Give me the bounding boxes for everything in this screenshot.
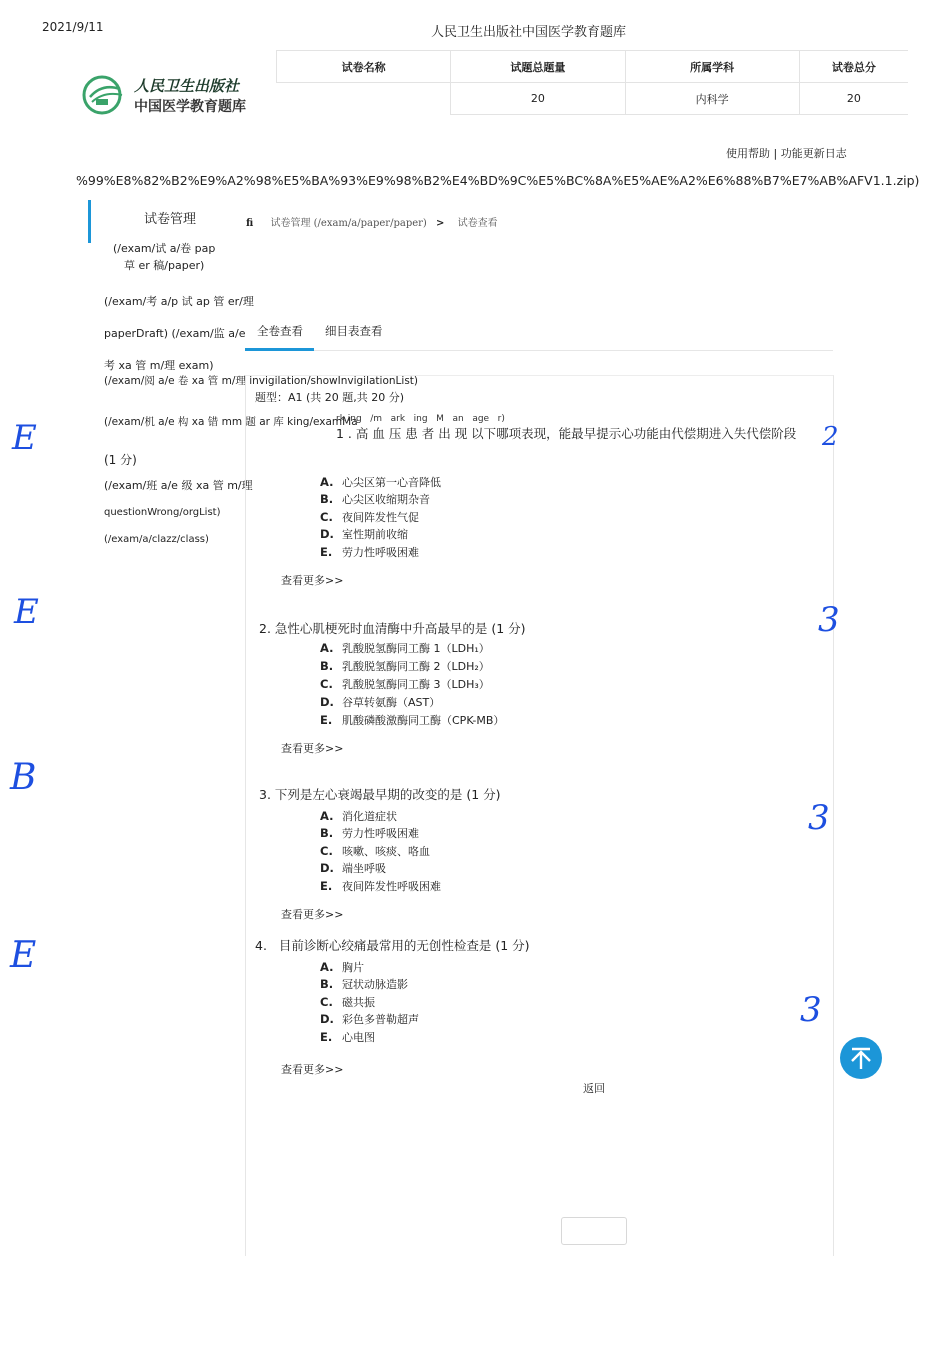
option-key: B. — [320, 826, 334, 840]
sidebar-link[interactable]: 草 er 稿/paper) — [124, 259, 205, 272]
option-d[interactable] — [320, 1011, 419, 1027]
sidebar-link[interactable]: (/exam/机 a/e 构 xa 错 mm 题 ar 库 king/examMa — [104, 416, 358, 428]
handwritten-score: 3 — [808, 798, 830, 838]
value-cell — [277, 83, 451, 115]
option-text: 心尖区收缩期杂音 — [342, 493, 430, 506]
question-stem: 3. 下列是左心衰竭最早期的改变的是 (1 分) — [259, 787, 501, 802]
sidebar-link[interactable]: paperDraft) (/exam/监 a/e — [104, 327, 246, 340]
option-a[interactable] — [320, 474, 441, 490]
option-text: 肌酸磷酸激酶同工酶（CPK-MB） — [342, 714, 505, 727]
handwritten-answer: E — [12, 418, 37, 458]
help-links[interactable]: 使用帮助 | 功能更新日志 — [726, 147, 847, 160]
option-key: D. — [320, 1012, 334, 1026]
sidebar-active-indicator — [88, 200, 91, 243]
breadcrumb-link[interactable]: 试卷管理 (/exam/a/paper/paper) — [270, 218, 427, 229]
value-cell: 20 — [451, 83, 625, 115]
option-d[interactable] — [320, 526, 408, 542]
option-key: E. — [320, 1030, 333, 1044]
option-e[interactable] — [320, 878, 441, 894]
option-text: 乳酸脱氢酶同工酶 1（LDH₁） — [342, 642, 490, 655]
arrow-up-icon — [840, 1037, 882, 1079]
option-key: A. — [320, 475, 334, 489]
option-c[interactable] — [320, 676, 490, 692]
sidebar-link[interactable]: (/exam/试 a/卷 pap — [113, 242, 216, 255]
option-text: 劳力性呼吸困难 — [342, 827, 419, 840]
logo-emblem-icon — [82, 75, 126, 115]
option-text: 咳嗽、咳痰、咯血 — [342, 845, 430, 858]
option-text: 谷草转氨酶（AST） — [342, 696, 441, 709]
option-b[interactable] — [320, 976, 408, 992]
option-key: E. — [320, 545, 333, 559]
sidebar-title[interactable]: 试卷管理 — [144, 212, 197, 227]
option-e[interactable] — [320, 1029, 375, 1045]
pager-box[interactable] — [561, 1217, 627, 1245]
print-title: 人民卫生出版社中国医学教育题库 — [431, 25, 627, 40]
handwritten-answer: E — [14, 592, 39, 632]
option-b[interactable] — [320, 491, 430, 507]
option-text: 夜间阵发性气促 — [342, 511, 419, 524]
handwritten-answer: E — [10, 935, 37, 976]
option-text: 胸片 — [342, 961, 364, 974]
breadcrumb-separator: > — [436, 218, 445, 229]
option-c[interactable] — [320, 994, 375, 1010]
option-c[interactable] — [320, 843, 430, 859]
sidebar-link[interactable]: (/exam/阅 a/e 卷 xa 管 m/理 invigilation/showInvigilationList) — [104, 375, 419, 387]
question-stem: 1 . 高 血 压 患 者 出 现 以下哪项表现，能最早提示心功能由代偿期进入失代偿阶段 — [336, 426, 797, 441]
option-text: 劳力性呼吸困难 — [342, 546, 419, 559]
handwritten-score: 2 — [822, 422, 839, 452]
option-a[interactable] — [320, 640, 490, 656]
option-b[interactable] — [320, 825, 419, 841]
option-text: 彩色多普勒超声 — [342, 1013, 419, 1026]
question-stem: 4. 目前诊断心绞痛最常用的无创性检查是 (1 分) — [255, 938, 530, 953]
url-fragment: %99%E8%82%B2%E9%A2%98%E5%BA%93%E9%98%B2%E4%BD%9C%E5%BC%8A%E5%AE%A2%E6%88%B7%E7%AB%AFV1.1.zip) — [76, 173, 920, 188]
option-b[interactable] — [320, 658, 490, 674]
option-key: D. — [320, 861, 334, 875]
option-key: D. — [320, 527, 334, 541]
header-cell: 所属学科 — [625, 51, 799, 83]
question-stem: 2. 急性心肌梗死时血清酶中升高最早的是 (1 分) — [259, 621, 526, 636]
option-a[interactable] — [320, 808, 397, 824]
sidebar-link[interactable]: (/exam/考 a/p 试 ap 管 er/理 — [104, 295, 254, 308]
sidebar-link[interactable]: questionWrong/orgList) — [104, 507, 221, 518]
option-text: 磁共振 — [342, 996, 375, 1009]
option-text: 端坐呼吸 — [342, 862, 386, 875]
breadcrumb-current: 试卷查看 — [457, 218, 498, 229]
back-to-top-button[interactable] — [840, 1037, 882, 1079]
view-more-link[interactable]: 查看更多>> — [281, 574, 344, 587]
option-text: 心尖区第一心音降低 — [342, 476, 441, 489]
print-date: 2021/9/11 — [42, 20, 104, 34]
back-button[interactable]: 返回 — [583, 1082, 605, 1095]
breadcrumb — [246, 214, 498, 229]
value-cell: 20 — [799, 83, 908, 115]
option-key: E. — [320, 879, 333, 893]
tab-active-indicator — [245, 348, 314, 351]
handwritten-score: 3 — [818, 600, 840, 640]
option-key: A. — [320, 809, 334, 823]
option-a[interactable] — [320, 959, 364, 975]
option-key: B. — [320, 659, 334, 673]
view-more-link[interactable]: 查看更多>> — [281, 908, 344, 921]
option-key: C. — [320, 510, 333, 524]
option-key: C. — [320, 844, 333, 858]
option-text: 消化道症状 — [342, 810, 397, 823]
option-key: B. — [320, 977, 334, 991]
view-more-link[interactable]: 查看更多>> — [281, 1063, 344, 1076]
home-icon[interactable]: fi — [246, 218, 254, 229]
logo-line2: 中国医学教育题库 — [134, 99, 246, 115]
option-text: 乳酸脱氢酶同工酶 2（LDH₂） — [342, 660, 490, 673]
tab-full-paper[interactable]: 全卷查看 — [257, 324, 303, 338]
view-more-link[interactable]: 查看更多>> — [281, 742, 344, 755]
option-key: E. — [320, 713, 333, 727]
value-cell: 内科学 — [625, 83, 799, 115]
sidebar-link[interactable]: (/exam/班 a/e 级 xa 管 m/理 — [104, 479, 253, 492]
sidebar-link[interactable]: 考 xa 管 m/理 exam) — [104, 359, 214, 372]
option-e[interactable] — [320, 712, 504, 728]
handwritten-answer: B — [10, 757, 37, 798]
overlay-fragments: rk ing /m ark ing M an age r) — [336, 414, 505, 424]
option-text: 乳酸脱氢酶同工酶 3（LDH₃） — [342, 678, 490, 691]
logo-line1: 人民卫生出版社 — [134, 77, 240, 95]
option-key: D. — [320, 695, 334, 709]
sidebar-score-fragment: (1 分) — [104, 453, 137, 467]
tab-divider — [245, 350, 833, 351]
option-d[interactable] — [320, 860, 386, 876]
option-text: 室性期前收缩 — [342, 528, 408, 541]
handwritten-score: 3 — [800, 990, 822, 1030]
option-key: C. — [320, 995, 333, 1009]
header-cell: 试卷名称 — [277, 51, 451, 83]
header-cell: 试卷总分 — [799, 51, 908, 83]
option-key: B. — [320, 492, 334, 506]
question-type-label: 题型：A1 (共 20 题,共 20 分) — [255, 391, 405, 404]
option-key: A. — [320, 960, 334, 974]
logo — [82, 75, 262, 117]
option-e[interactable] — [320, 544, 419, 560]
paper-summary-table — [276, 50, 908, 115]
option-text: 夜间阵发性呼吸困难 — [342, 880, 441, 893]
tab-blueprint[interactable]: 细目表查看 — [325, 324, 383, 338]
option-key: A. — [320, 641, 334, 655]
option-key: C. — [320, 677, 333, 691]
option-d[interactable] — [320, 694, 440, 710]
option-text: 冠状动脉造影 — [342, 978, 408, 991]
option-text: 心电图 — [342, 1031, 375, 1044]
sidebar-link[interactable]: (/exam/a/clazz/class) — [104, 534, 209, 545]
option-c[interactable] — [320, 509, 419, 525]
header-cell: 试题总题量 — [451, 51, 625, 83]
